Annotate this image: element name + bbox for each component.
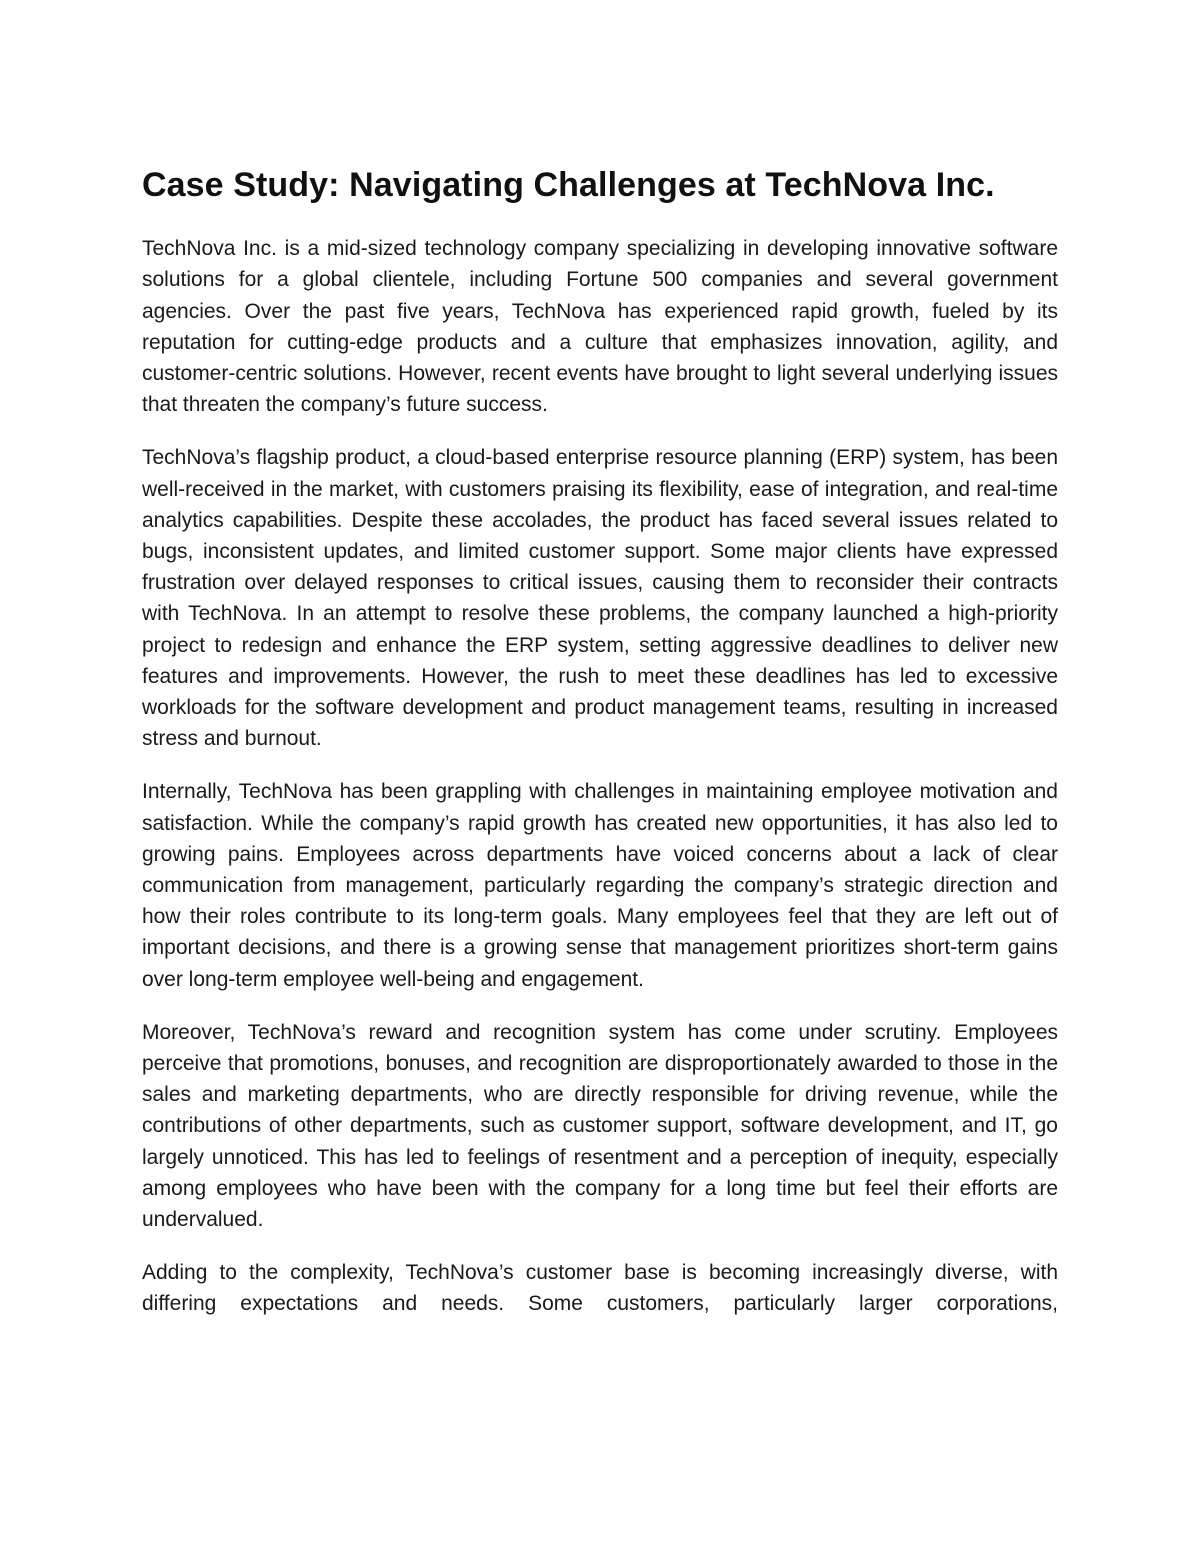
document-title: Case Study: Navigating Challenges at TechNova Inc. <box>142 166 995 204</box>
paragraph-company-overview: TechNova Inc. is a mid-sized technology company specializing in developing innovative software solutions for a global clientele, including Fortune 500 companies and several government agencies. Over the past five years, TechNova has experienced rapid growth, fueled by its reputation for cutting-edge products and a culture that emphasizes innovation, agility, and customer-centric solutions. However, recent events have brought to light several underlying issues that threaten the company’s future success. <box>142 237 1058 417</box>
paragraph-employee-motivation: Internally, TechNova has been grappling with challenges in maintaining employee motivation and satisfaction. While the company’s rapid growth has created new opportunities, it has also led to growing pains. Employees across departments have voiced concerns about a lack of clear communication from management, particularly regarding the company’s strategic direction and how their roles contribute to its long-term goals. Many employees feel that they are left out of important decisions, and there is a growing sense that management prioritizes short-term gains over long-term employee well-being and engagement. <box>142 780 1058 991</box>
document-body <box>142 163 1058 1342</box>
paragraph-customer-base: Adding to the complexity, TechNova’s customer base is becoming increasingly diverse, with differing expectations and needs. Some customers, particularly larger corporations, <box>142 1261 1058 1316</box>
paragraph-reward-recognition: Moreover, TechNova’s reward and recognition system has come under scrutiny. Employees perceive that promotions, bonuses, and recognition are disproportionately awarded to those in the sales and marketing departments, who are directly responsible for driving revenue, while the contributions of other departments, such as customer support, software development, and IT, go largely unnoticed. This has led to feelings of resentment and a perception of inequity, especially among employees who have been with the company for a long time but feel their efforts are undervalued. <box>142 1020 1058 1232</box>
paragraph-flagship-product: TechNova’s flagship product, a cloud-based enterprise resource planning (ERP) system, has been well-received in the market, with customers praising its flexibility, ease of integration, and real-time analytics capabilities. Despite these accolades, the product has faced several issues related to bugs, inconsistent updates, and limited customer support. Some major clients have expressed frustration over delayed responses to critical issues, causing them to reconsider their contracts with TechNova. In an attempt to resolve these problems, the company launched a high-priority project to redesign and enhance the ERP system, setting aggressive deadlines to deliver new features and improvements. However, the rush to meet these deadlines has led to excessive workloads for the software development and product management teams, resulting in increased stress and burnout. <box>142 446 1058 751</box>
